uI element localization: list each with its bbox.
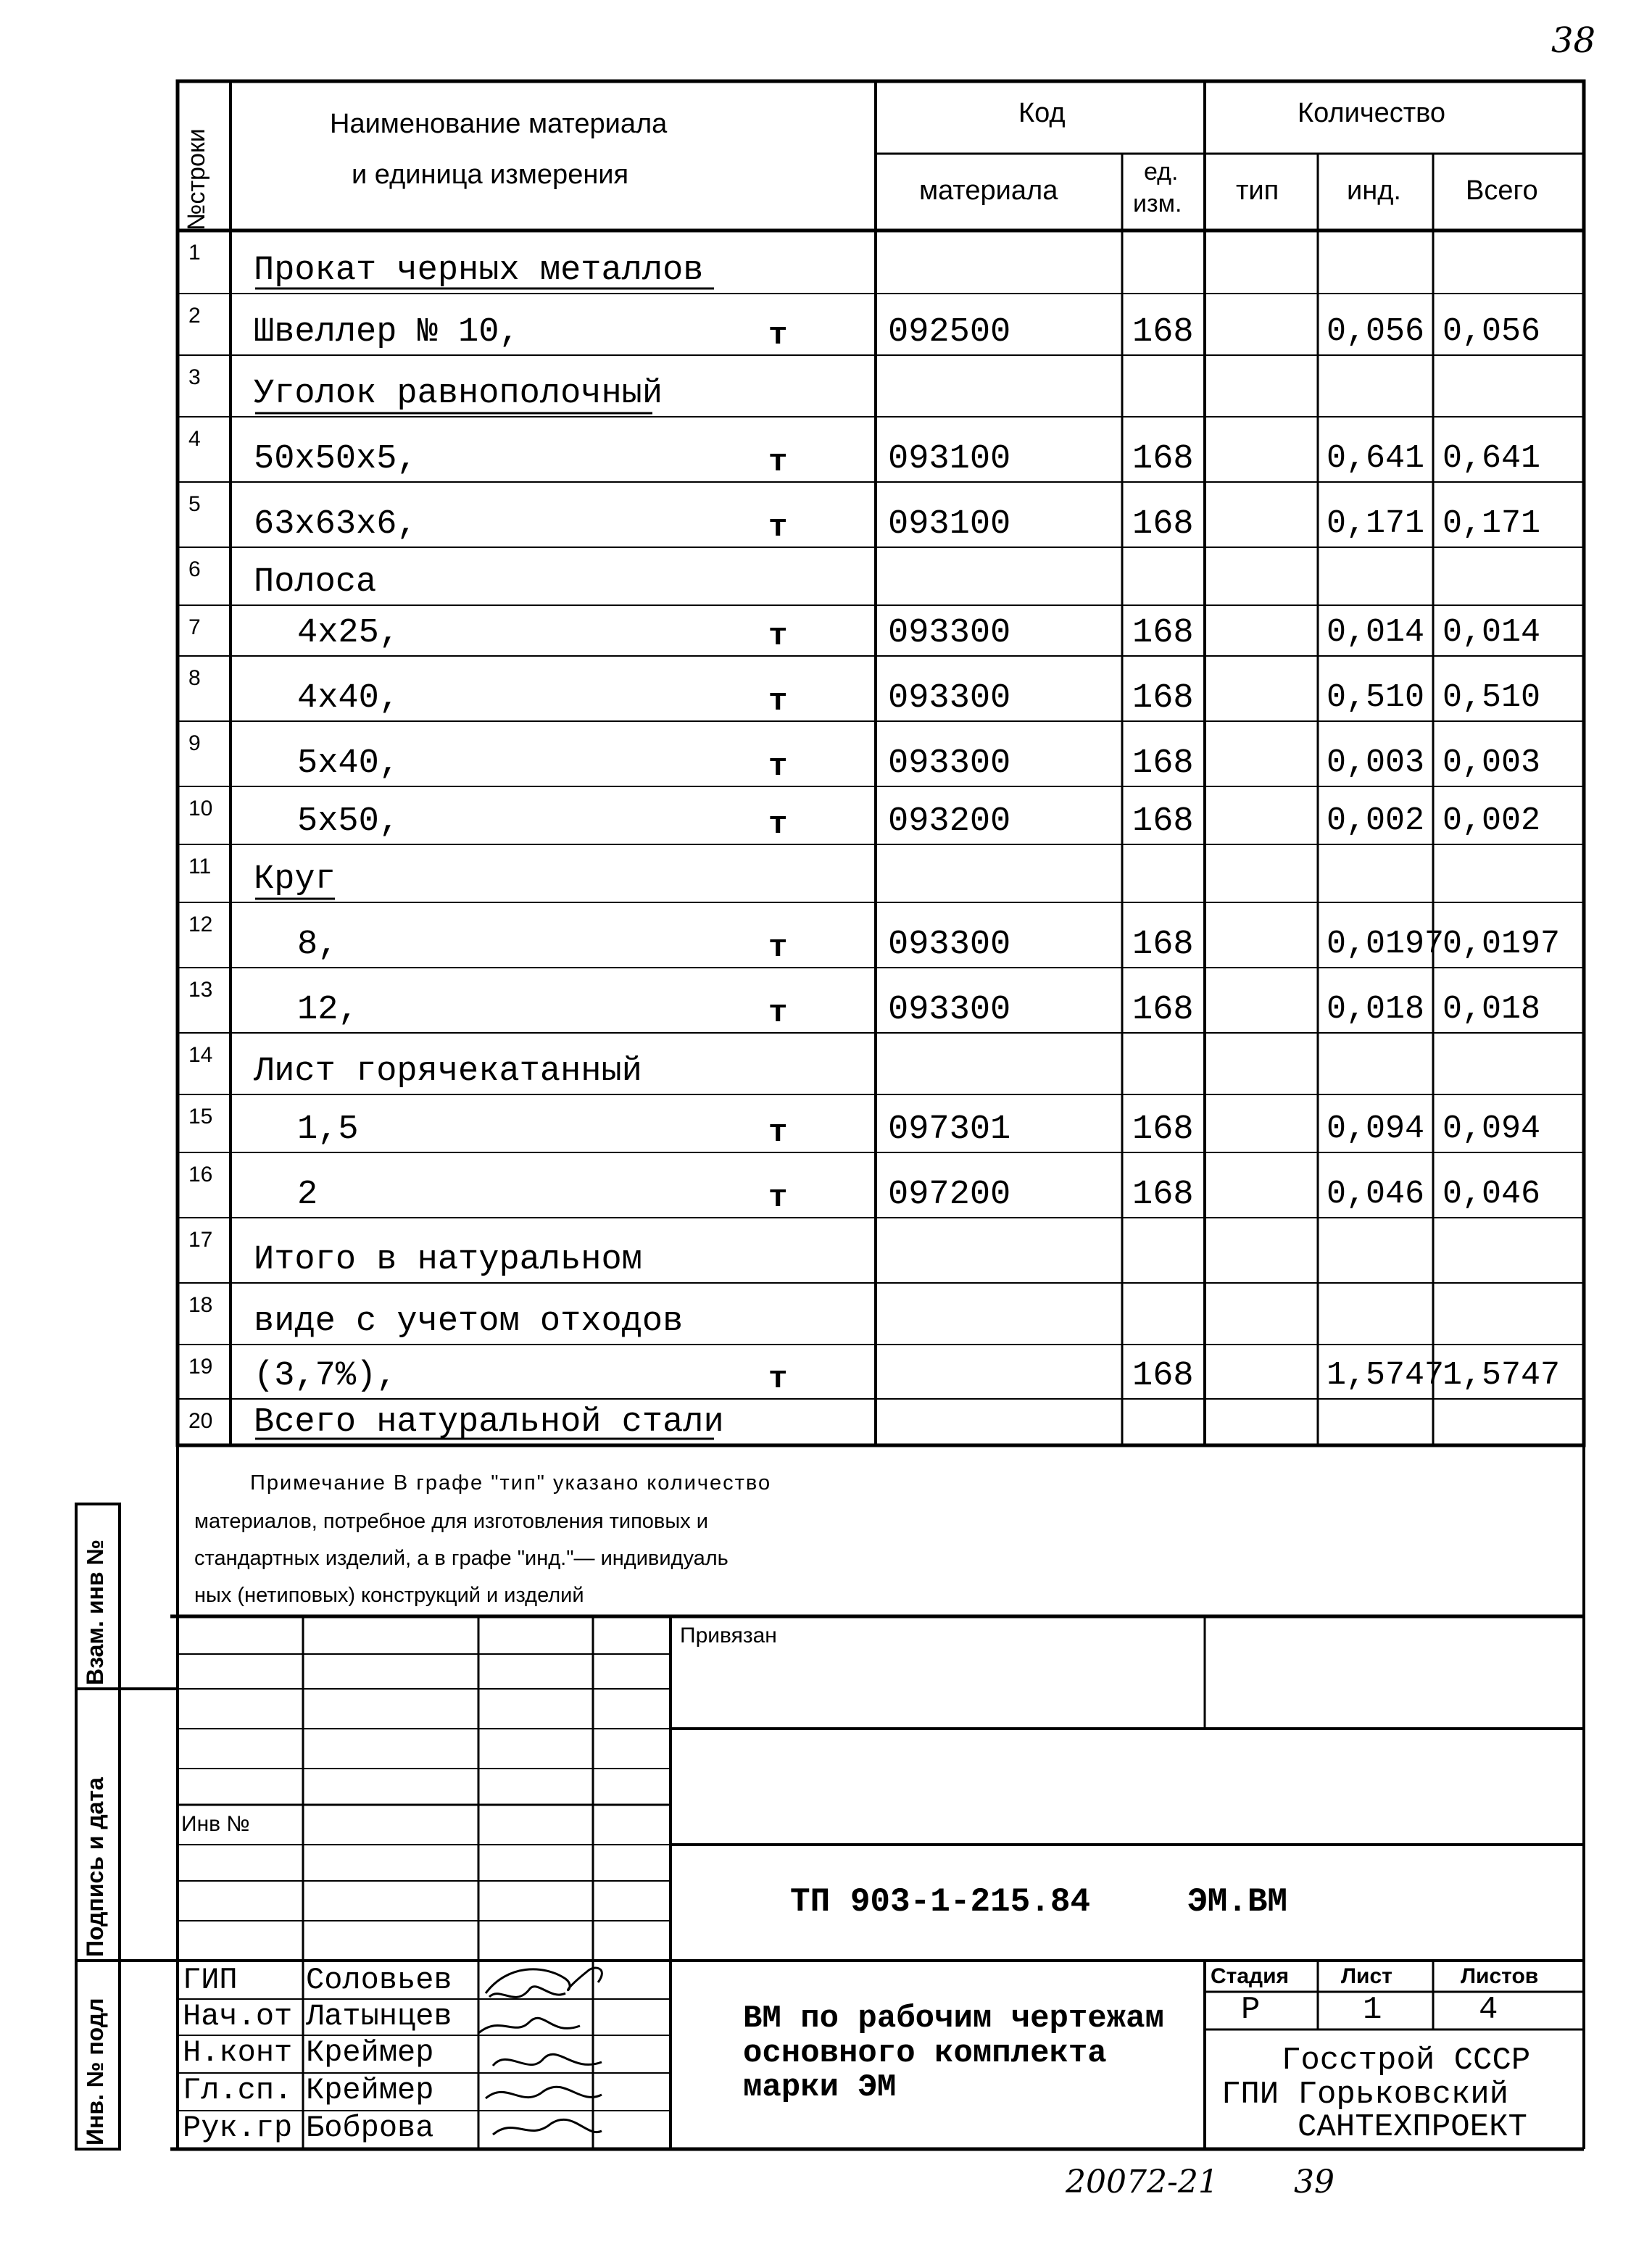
unit-of-measure: т xyxy=(768,1180,788,1216)
qty-ind: 0,056 xyxy=(1327,313,1425,350)
sheet-value: 1 xyxy=(1363,1992,1382,2028)
qty-ind: 0,171 xyxy=(1327,505,1425,542)
material-code: 093300 xyxy=(888,679,1011,718)
material-code: 093100 xyxy=(888,505,1011,544)
row-number: 5 xyxy=(188,492,201,516)
material-name: Круг xyxy=(254,860,336,899)
qty-total: 0,002 xyxy=(1443,802,1541,839)
row-number: 13 xyxy=(188,978,213,1002)
qty-ind: 0,002 xyxy=(1327,802,1425,839)
unit-of-measure: т xyxy=(768,317,788,354)
row-number: 14 xyxy=(188,1043,213,1067)
qty-ind: 0,641 xyxy=(1327,440,1425,477)
unit-of-measure: т xyxy=(768,510,788,546)
unit-code: 168 xyxy=(1132,802,1194,841)
qty-total: 0,094 xyxy=(1443,1110,1541,1147)
material-name: 5х50, xyxy=(297,802,400,841)
material-name: Прокат черных металлов xyxy=(254,252,704,290)
privyazan-label: Привязан xyxy=(680,1624,777,1648)
footer-page-number: 39 xyxy=(1294,2164,1335,2201)
org-line-3: САНТЕХПРОЕКТ xyxy=(1298,2109,1527,2145)
staff-name: Креймер xyxy=(306,2035,434,2070)
material-code: 092500 xyxy=(888,313,1011,352)
material-name: 4х25, xyxy=(297,614,400,652)
material-code: 097301 xyxy=(888,1110,1011,1149)
material-code: 093300 xyxy=(888,926,1011,964)
doc-mark: ЭМ.ВМ xyxy=(1187,1883,1288,1921)
row-number: 15 xyxy=(188,1105,213,1129)
qty-ind: 0,014 xyxy=(1327,614,1425,651)
staff-role: Рук.гр xyxy=(183,2111,293,2145)
side-label-inv-podl: Инв. № подл xyxy=(82,1998,108,2145)
qty-total-header: Всего xyxy=(1466,175,1538,206)
page-number: 38 xyxy=(1551,20,1596,61)
material-code: 093100 xyxy=(888,440,1011,478)
material-name: 4х40, xyxy=(297,679,400,718)
unit-code: 168 xyxy=(1132,926,1194,964)
qty-total: 0,018 xyxy=(1443,991,1541,1028)
inv-no-label: Инв № xyxy=(181,1812,250,1836)
material-name: виде с учетом отходов xyxy=(254,1302,684,1341)
material-name: 2 xyxy=(297,1176,318,1214)
unit-code: 168 xyxy=(1132,679,1194,718)
staff-name: Креймер xyxy=(306,2073,434,2108)
unit-code: 168 xyxy=(1132,991,1194,1029)
name-header-line2: и единица измерения xyxy=(352,159,629,190)
org-line-1: Госстрой СССР xyxy=(1282,2043,1531,2079)
qty-total: 0,641 xyxy=(1443,440,1541,477)
code-unit-header-2: изм. xyxy=(1133,190,1182,217)
staff-role: Н.конт xyxy=(183,2035,293,2070)
unit-code: 168 xyxy=(1132,505,1194,544)
archive-number: 20072-21 xyxy=(1066,2164,1219,2201)
material-name: Всего натуральной стали xyxy=(254,1403,724,1442)
material-code: 093200 xyxy=(888,802,1011,841)
row-number: 7 xyxy=(188,615,201,639)
unit-of-measure: т xyxy=(768,684,788,720)
qty-total: 0,171 xyxy=(1443,505,1541,542)
staff-role: Нач.от xyxy=(183,1999,293,2034)
row-number: 3 xyxy=(188,365,201,389)
staff-name: Боброва xyxy=(306,2111,434,2145)
material-name: Итого в натуральном xyxy=(254,1241,642,1279)
side-label-podpis: Подпись и дата xyxy=(82,1777,108,1957)
unit-code: 168 xyxy=(1132,1110,1194,1149)
unit-code: 168 xyxy=(1132,1176,1194,1214)
material-name: (3,7%), xyxy=(254,1357,397,1395)
qty-ind: 0,094 xyxy=(1327,1110,1425,1147)
unit-code: 168 xyxy=(1132,614,1194,652)
qty-ind: 0,0197 xyxy=(1327,926,1445,963)
row-number: 10 xyxy=(188,797,213,820)
material-name: Уголок равнополочный xyxy=(254,375,663,413)
material-name: 5х40, xyxy=(297,744,400,783)
note-line-3: стандартных изделий, а в графе "инд."— индивидуаль xyxy=(194,1547,729,1570)
unit-of-measure: т xyxy=(768,1361,788,1397)
doc-code: ТП 903-1-215.84 xyxy=(790,1883,1091,1921)
desc-line-2: основного комплекта xyxy=(743,2035,1107,2072)
unit-of-measure: т xyxy=(768,444,788,481)
row-number: 19 xyxy=(188,1355,213,1379)
unit-code: 168 xyxy=(1132,744,1194,783)
unit-of-measure: т xyxy=(768,1115,788,1151)
signature-scribbles xyxy=(464,1957,616,2149)
row-number: 6 xyxy=(188,557,201,581)
desc-line-1: ВМ по рабочим чертежам xyxy=(743,2000,1164,2037)
material-code: 097200 xyxy=(888,1176,1011,1214)
qty-total: 0,510 xyxy=(1443,679,1541,716)
code-material-header: материала xyxy=(919,175,1058,206)
row-number: 16 xyxy=(188,1163,213,1187)
unit-code: 168 xyxy=(1132,440,1194,478)
code-unit-header-1: ед. xyxy=(1144,158,1179,186)
row-number: 8 xyxy=(188,666,201,690)
qty-total: 0,003 xyxy=(1443,744,1541,781)
org-line-2: ГПИ Горьковский xyxy=(1221,2077,1509,2113)
qty-ind: 0,018 xyxy=(1327,991,1425,1028)
row-number-header: №строки xyxy=(183,128,210,230)
qty-total: 0,046 xyxy=(1443,1176,1541,1213)
qty-total: 0,056 xyxy=(1443,313,1541,350)
unit-code: 168 xyxy=(1132,1357,1194,1395)
note-line-2: материалов, потребное для изготовления типовых и xyxy=(194,1510,708,1533)
sheets-value: 4 xyxy=(1479,1992,1498,2028)
qty-type-header: тип xyxy=(1236,175,1279,206)
unit-code: 168 xyxy=(1132,313,1194,352)
material-name: Лист горячекатанный xyxy=(254,1052,642,1091)
qty-total: 0,0197 xyxy=(1443,926,1561,963)
qty-ind: 0,510 xyxy=(1327,679,1425,716)
staff-role: Гл.сп. xyxy=(183,2073,293,2108)
material-name: 8, xyxy=(297,926,339,964)
qty-ind-header: инд. xyxy=(1347,175,1401,206)
unit-of-measure: т xyxy=(768,995,788,1031)
desc-line-3: марки ЭМ xyxy=(743,2069,897,2106)
material-name: 12, xyxy=(297,991,359,1029)
staff-name: Соловьев xyxy=(306,1963,452,1998)
code-header: Код xyxy=(1018,98,1066,128)
material-name: Швеллер № 10, xyxy=(254,313,520,352)
sheet-label: Лист xyxy=(1341,1964,1392,1988)
material-name: 50х50х5, xyxy=(254,440,418,478)
material-name: 63х63х6, xyxy=(254,505,418,544)
row-number: 20 xyxy=(188,1409,213,1433)
staff-name: Латынцев xyxy=(306,1999,452,2034)
row-number: 18 xyxy=(188,1293,213,1317)
row-number: 9 xyxy=(188,731,201,755)
stage-value: Р xyxy=(1241,1992,1261,2028)
qty-ind: 0,003 xyxy=(1327,744,1425,781)
unit-of-measure: т xyxy=(768,930,788,966)
row-number: 12 xyxy=(188,913,213,936)
side-label-vzam: Взам. инв № xyxy=(82,1539,108,1685)
unit-of-measure: т xyxy=(768,749,788,785)
qty-ind: 0,046 xyxy=(1327,1176,1425,1213)
sheets-label: Листов xyxy=(1461,1964,1539,1988)
note-line-4: ных (нетиповых) конструкций и изделий xyxy=(194,1584,584,1607)
row-number: 11 xyxy=(188,855,212,878)
material-code: 093300 xyxy=(888,614,1011,652)
stage-label: Стадия xyxy=(1211,1964,1290,1988)
quantity-header: Количество xyxy=(1298,98,1446,128)
unit-of-measure: т xyxy=(768,618,788,655)
row-number: 4 xyxy=(188,427,201,451)
material-code: 093300 xyxy=(888,991,1011,1029)
qty-ind: 1,5747 xyxy=(1327,1357,1445,1394)
material-code: 093300 xyxy=(888,744,1011,783)
name-header-line1: Наименование материала xyxy=(330,109,668,139)
staff-role: ГИП xyxy=(183,1963,238,1998)
material-name: 1,5 xyxy=(297,1110,359,1149)
row-number: 2 xyxy=(188,304,201,328)
note-line-1: Примечание В графе "тип" указано количество xyxy=(250,1471,772,1495)
row-number: 17 xyxy=(188,1228,213,1252)
row-number: 1 xyxy=(188,241,201,265)
qty-total: 0,014 xyxy=(1443,614,1541,651)
material-name: Полоса xyxy=(254,563,377,602)
unit-of-measure: т xyxy=(768,807,788,843)
qty-total: 1,5747 xyxy=(1443,1357,1561,1394)
